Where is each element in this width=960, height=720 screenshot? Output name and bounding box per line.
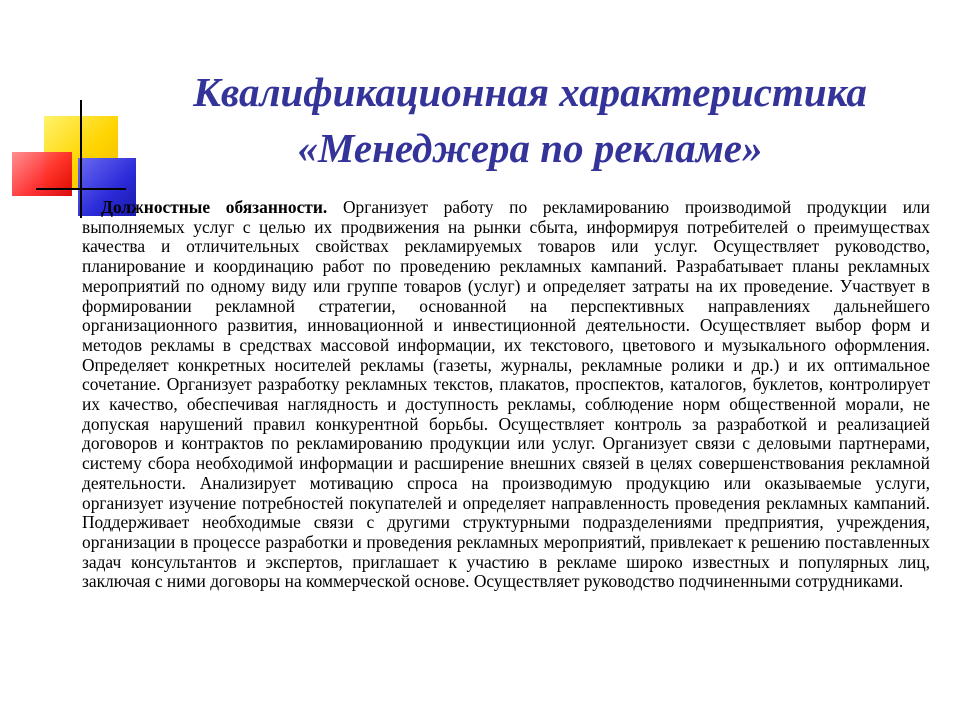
- body-text: [82, 198, 930, 592]
- slide-title-line-1: Квалификационная характеристика: [193, 69, 867, 115]
- slide-title: [130, 64, 930, 176]
- horizontal-line-shape: [36, 188, 126, 190]
- body-lead: Должностные обязанности.: [101, 197, 328, 217]
- body-paragraph: Организует работу по рекламированию производимой продукции или выполняемых услуг с целью их продвижения на рынки сбыта, информируя потребителей о преимуществах качества и отличительных свойствах рекламируемых товаров или услуг. Осуществляет руководство, планирование и координацию работ по проведению рекламных кампаний. Разрабатывает планы рекламных мероприятий по одному виду или группе товаров (услуг) и определяет затраты на их проведение. Участвует в формировании рекламной стратегии, основанной на перспективных направлениях дальнейшего организационного развития, инновационной и инвестиционной деятельности. Осуществляет выбор форм и методов рекламы в средствах массовой информации, их текстового, цветового и музыкального оформления. Определяет конкретных носителей рекламы (газеты, журналы, рекламные ролики и др.) и их оптимальное сочетание. Организует разработку рекламных текстов, плакатов, проспектов, каталогов, буклетов, контролирует их качество, обеспечивая наглядность и доступность рекламы, соблюдение норм общественной морали, не допуская нарушений правил конкурентной борьбы. Осуществляет контроль за разработкой и реализацией договоров и контрактов по рекламированию продукции или услуг. Организует связи с деловыми партнерами, систему сбора необходимой информации и расширение внешних связей в целях совершенствования рекламной деятельности. Анализирует мотивацию спроса на производимую продукцию или оказываемые услуги, организует изучение потребностей покупателей и определяет направленность проведения рекламных кампаний. Поддерживает необходимые связи с другими структурными подразделениями предприятия, учреждения, организации в процессе разработки и проведения рекламных мероприятий, привлекает к решению поставленных задач консультантов и экспертов, приглашает к участию в рекламе широко известных и популярных лиц, заключая с ними договоры на коммерческой основе. Осуществляет руководство подчиненными сотрудниками.: [82, 197, 930, 592]
- slide-title-line-2: «Менеджера по рекламе»: [297, 125, 763, 171]
